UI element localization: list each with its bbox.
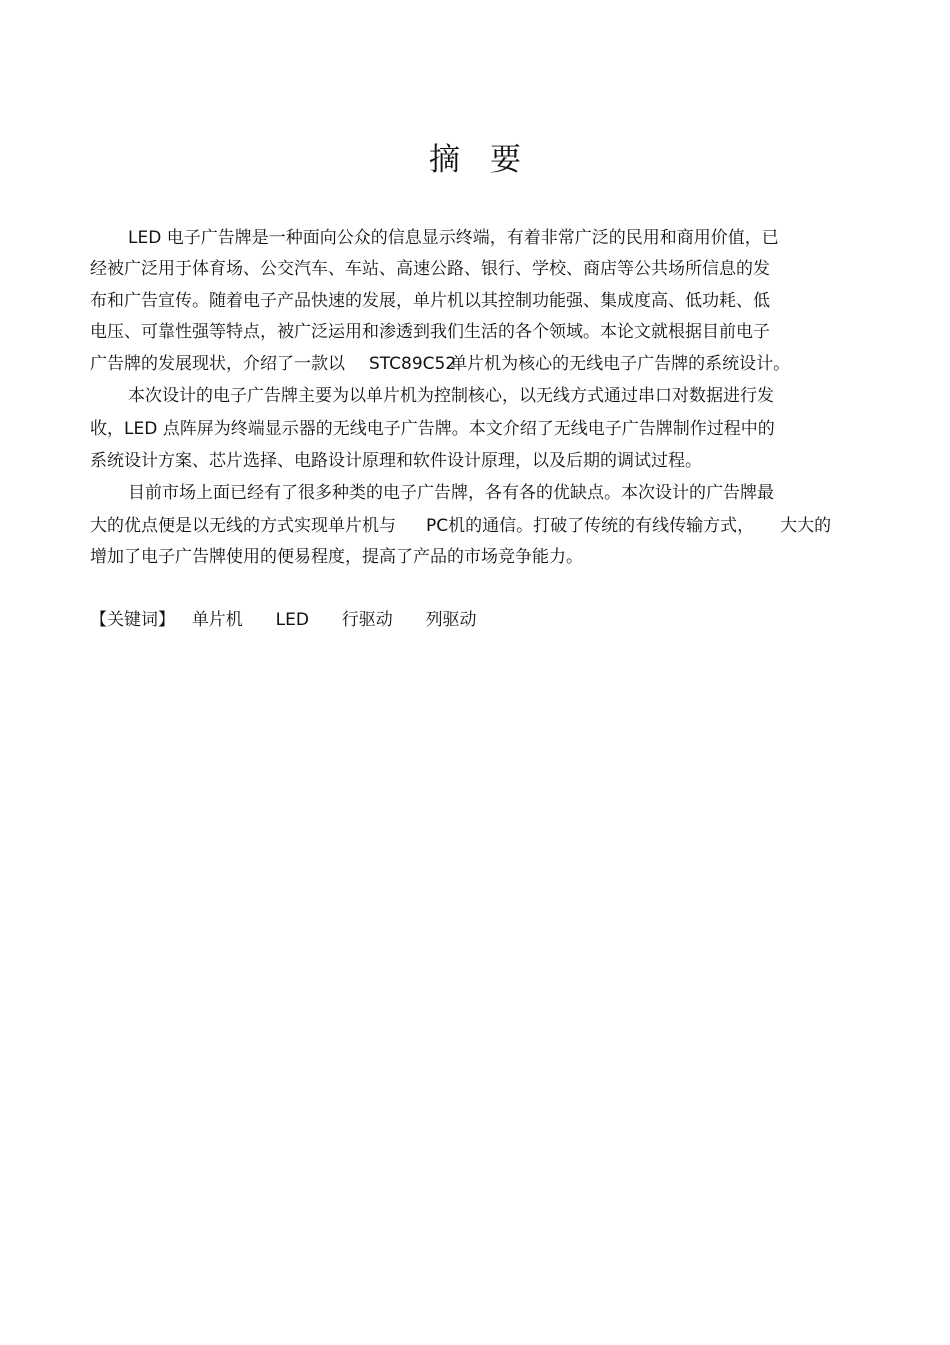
abstract-title: 摘要: [429, 142, 551, 178]
paragraph-2-line-2: 收，LED 点阵屏为终端显示器的无线电子广告牌。本文介绍了无线电子广告牌制作过程中的: [90, 419, 775, 439]
paragraph-1-line-5-part-2: 单片机为核心的无线电子广告牌的系统设计。: [450, 354, 791, 374]
keyword-item: 单片机: [191, 610, 243, 630]
paragraph-3-line-2-part-3: 大大的: [780, 516, 832, 536]
keywords-row: [90, 608, 477, 632]
keyword-item: LED: [275, 610, 309, 630]
keyword-item: 列驱动: [425, 610, 477, 630]
paragraph-1-line-1: LED 电子广告牌是一种面向公众的信息显示终端，有着非常广泛的民用和商用价值，已: [128, 228, 779, 248]
pc-term: PC: [426, 516, 449, 536]
paragraph-3-line-3: 增加了电子广告牌使用的便易程度，提高了产品的市场竞争能力。: [90, 547, 583, 567]
paragraph-3-line-2-part-1: 大的优点便是以无线的方式实现单片机与: [90, 516, 396, 536]
keyword-item: 行驱动: [341, 610, 393, 630]
paragraph-2-line-3: 系统设计方案、芯片选择、电路设计原理和软件设计原理，以及后期的调试过程。: [90, 451, 702, 471]
keywords-label: 【关键词】: [90, 610, 175, 630]
paragraph-3-line-2: [90, 515, 831, 537]
paragraph-3-line-1: 目前市场上面已经有了很多种类的电子广告牌，各有各的优缺点。本次设计的广告牌最: [128, 483, 774, 503]
paragraph-3-line-2-part-2: 机的通信。打破了传统的有线传输方式，: [448, 516, 755, 536]
paragraph-1-line-5-part-1: 广告牌的发展现状，介绍了一款以: [90, 354, 345, 374]
paragraph-1-line-5: [90, 353, 790, 375]
paragraph-1-line-2: 经被广泛用于体育场、公交汽车、车站、高速公路、银行、学校、商店等公共场所信息的发: [90, 259, 770, 279]
paragraph-1-line-3: 布和广告宣传。随着电子产品快速的发展，单片机以其控制功能强、集成度高、低功耗、低: [90, 291, 770, 311]
chip-model: STC89C52: [369, 354, 457, 374]
paragraph-1-line-4: 电压、可靠性强等特点，被广泛运用和渗透到我们生活的各个领域。本论文就根据目前电子: [90, 322, 770, 342]
paragraph-2-line-1: 本次设计的电子广告牌主要为以单片机为控制核心，以无线方式通过串口对数据进行发: [128, 386, 774, 406]
